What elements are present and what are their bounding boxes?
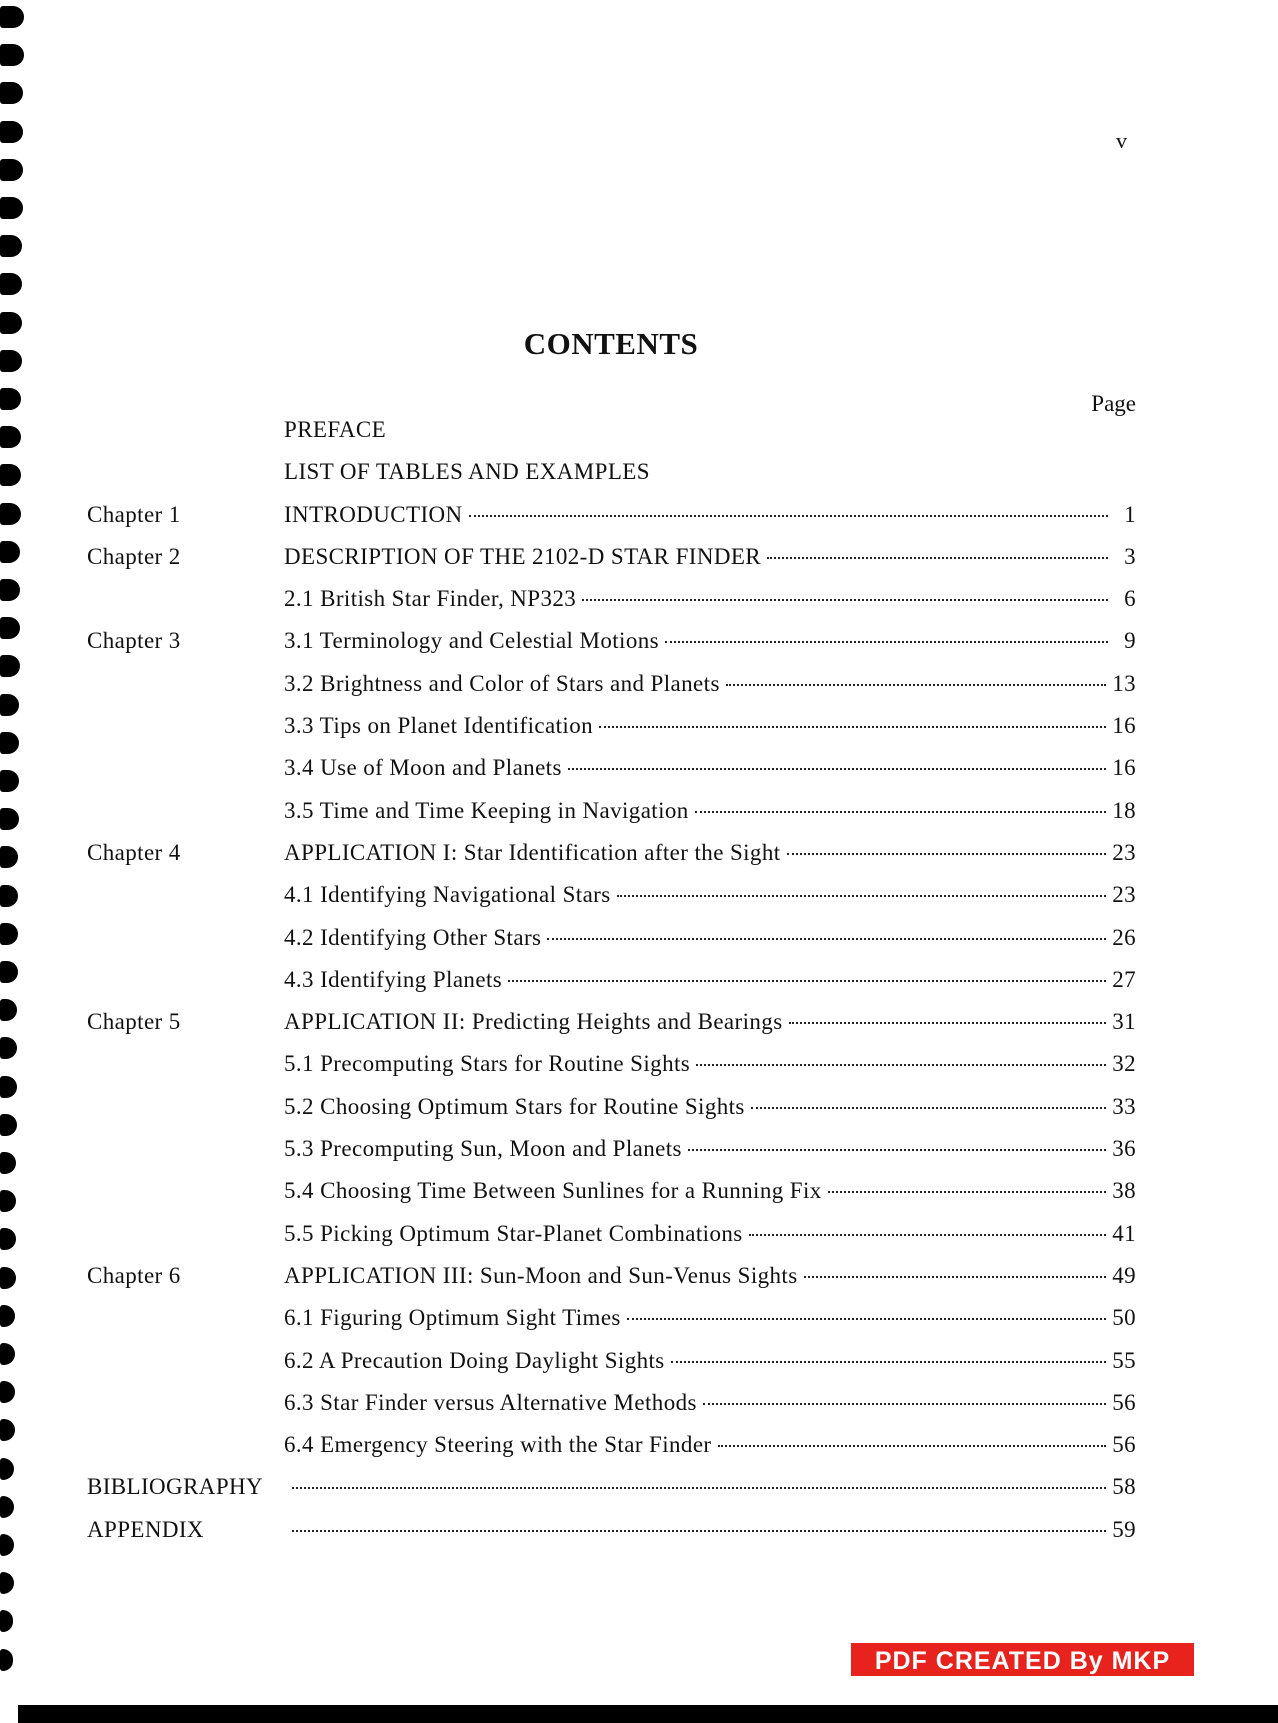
- toc-row: [0, 540, 1278, 582]
- toc-page: 3: [1124, 543, 1136, 569]
- toc-row: [0, 1217, 1278, 1259]
- toc-page: 23: [1112, 839, 1136, 865]
- toc-page: 26: [1112, 924, 1136, 950]
- toc-entry-text: PREFACE: [284, 417, 387, 442]
- toc-entry-text: 3.5 Time and Time Keeping in Navigation: [284, 797, 689, 823]
- binding-hole: [0, 235, 22, 257]
- toc-page: 58: [1112, 1474, 1136, 1500]
- dot-leader: [828, 1191, 1107, 1193]
- toc-row: [0, 1344, 1278, 1386]
- toc-entry-text: 3.2 Brightness and Color of Stars and Planets: [284, 670, 720, 696]
- page-number: v: [1116, 128, 1127, 153]
- toc-row: [0, 751, 1278, 793]
- dot-leader: [703, 1403, 1106, 1405]
- binding-hole: [0, 159, 23, 181]
- toc-page: 36: [1112, 1136, 1136, 1162]
- page-column-header: Page: [1091, 391, 1136, 416]
- toc-row: [0, 709, 1278, 751]
- toc-label: Chapter 3: [87, 628, 181, 654]
- dot-leader: [695, 811, 1106, 813]
- toc-row: [0, 667, 1278, 709]
- toc-row: [0, 624, 1278, 666]
- toc-entry-text: APPLICATION II: Predicting Heights and Bearings: [284, 1009, 783, 1035]
- toc-label: Chapter 5: [87, 1009, 181, 1035]
- table-of-contents: [0, 413, 1278, 1555]
- binding-hole: [0, 44, 24, 66]
- dot-leader: [508, 980, 1106, 982]
- dot-leader: [767, 557, 1108, 559]
- toc-row: [0, 1090, 1278, 1132]
- toc-page: 18: [1112, 797, 1136, 823]
- toc-entry-text: 2.1 British Star Finder, NP323: [284, 586, 577, 612]
- binding-hole: [0, 388, 21, 410]
- toc-entry-text: 5.3 Precomputing Sun, Moon and Planets: [284, 1136, 682, 1162]
- toc-entry-text: DESCRIPTION OF THE 2102-D STAR FINDER: [284, 543, 762, 569]
- toc-entry-text: 5.4 Choosing Time Between Sunlines for a Running Fix: [284, 1178, 822, 1204]
- bottom-scan-edge: [18, 1705, 1278, 1723]
- toc-page: 16: [1112, 755, 1136, 781]
- dot-leader: [789, 1022, 1107, 1024]
- toc-row: [0, 1005, 1278, 1047]
- dot-leader: [718, 1445, 1107, 1447]
- toc-row: [0, 1386, 1278, 1428]
- toc-entry-text: 6.3 Star Finder versus Alternative Methods: [284, 1389, 697, 1415]
- toc-label: Chapter 2: [87, 543, 181, 569]
- dot-leader: [671, 1361, 1107, 1363]
- toc-row: [0, 1174, 1278, 1216]
- dot-leader: [627, 1318, 1106, 1320]
- toc-page: 13: [1112, 670, 1136, 696]
- toc-entry-text: 6.2 A Precaution Doing Daylight Sights: [284, 1347, 665, 1373]
- toc-row: [0, 1259, 1278, 1301]
- toc-page: 9: [1124, 628, 1136, 654]
- toc-page: 33: [1112, 1093, 1136, 1119]
- toc-page: 56: [1112, 1389, 1136, 1415]
- toc-page: 23: [1112, 882, 1136, 908]
- toc-page: 56: [1112, 1432, 1136, 1458]
- dot-leader: [469, 515, 1108, 517]
- toc-page: 16: [1112, 713, 1136, 739]
- binding-hole: [0, 1572, 14, 1594]
- dot-leader: [696, 1064, 1106, 1066]
- toc-row: [0, 963, 1278, 1005]
- toc-entry-text: LIST OF TABLES AND EXAMPLES: [284, 459, 650, 485]
- dot-leader: [547, 938, 1106, 940]
- toc-entry-text: APPLICATION I: Star Identification after the Sight: [284, 839, 781, 865]
- dot-leader: [804, 1276, 1107, 1278]
- toc-entry-text: 3.4 Use of Moon and Planets: [284, 755, 562, 781]
- toc-page: 6: [1124, 586, 1136, 612]
- binding-hole: [0, 1649, 13, 1671]
- binding-hole: [0, 273, 22, 295]
- toc-page: 59: [1112, 1516, 1136, 1542]
- toc-page: 1: [1124, 501, 1136, 527]
- dot-leader: [599, 726, 1106, 728]
- toc-entry-text: INTRODUCTION: [284, 501, 463, 527]
- toc-entry-text: 5.5 Picking Optimum Star-Planet Combinations: [284, 1220, 743, 1246]
- toc-entry-text: 3.3 Tips on Planet Identification: [284, 713, 593, 739]
- toc-row: [0, 455, 1278, 497]
- toc-page: 41: [1112, 1220, 1136, 1246]
- toc-page: 27: [1112, 966, 1136, 992]
- dot-leader: [292, 1530, 1106, 1532]
- toc-label: Chapter 1: [87, 501, 181, 527]
- binding-hole: [0, 1610, 13, 1632]
- toc-label: Chapter 4: [87, 839, 181, 865]
- dot-leader: [582, 599, 1108, 601]
- toc-row: [0, 1470, 1278, 1512]
- toc-page: 32: [1112, 1051, 1136, 1077]
- toc-row: [0, 794, 1278, 836]
- binding-hole: [0, 82, 23, 104]
- toc-entry-text: APPLICATION III: Sun-Moon and Sun-Venus Sights: [284, 1262, 798, 1288]
- toc-row: [0, 836, 1278, 878]
- binding-hole: [0, 121, 23, 143]
- dot-leader: [726, 684, 1106, 686]
- toc-entry-text: 6.4 Emergency Steering with the Star Finder: [284, 1432, 712, 1458]
- toc-page: 38: [1112, 1178, 1136, 1204]
- toc-row: [0, 498, 1278, 540]
- toc-entry-text: 5.2 Choosing Optimum Stars for Routine Sights: [284, 1093, 745, 1119]
- toc-page: 50: [1112, 1305, 1136, 1331]
- toc-entry-text: 4.1 Identifying Navigational Stars: [284, 882, 611, 908]
- dot-leader: [292, 1487, 1106, 1489]
- toc-row: [0, 1047, 1278, 1089]
- toc-page: 55: [1112, 1347, 1136, 1373]
- toc-row: [0, 1132, 1278, 1174]
- toc-row: [0, 413, 1278, 455]
- toc-entry-text: 4.3 Identifying Planets: [284, 966, 503, 992]
- dot-leader: [617, 895, 1107, 897]
- toc-row: [0, 878, 1278, 920]
- toc-row: [0, 582, 1278, 624]
- toc-row: [0, 1301, 1278, 1343]
- toc-row: [0, 1428, 1278, 1470]
- toc-entry-text: 6.1 Figuring Optimum Sight Times: [284, 1305, 621, 1331]
- toc-entry-text: 5.1 Precomputing Stars for Routine Sights: [284, 1051, 691, 1077]
- dot-leader: [665, 641, 1108, 643]
- binding-hole: [0, 197, 23, 219]
- toc-entry-text: 3.1 Terminology and Celestial Motions: [284, 628, 659, 654]
- toc-row: [0, 921, 1278, 963]
- dot-leader: [787, 853, 1107, 855]
- toc-label: Chapter 6: [87, 1262, 181, 1288]
- toc-row: [0, 1513, 1278, 1555]
- page-title: CONTENTS: [523, 326, 699, 361]
- toc-page: 49: [1112, 1262, 1136, 1288]
- toc-label: APPENDIX: [87, 1516, 204, 1542]
- dot-leader: [568, 768, 1106, 770]
- dot-leader: [749, 1234, 1107, 1236]
- dot-leader: [751, 1107, 1106, 1109]
- toc-page: 31: [1112, 1009, 1136, 1035]
- dot-leader: [688, 1149, 1106, 1151]
- toc-entry-text: 4.2 Identifying Other Stars: [284, 924, 542, 950]
- pdf-watermark-badge: PDF CREATED By MKP: [851, 1643, 1194, 1676]
- toc-label: BIBLIOGRAPHY: [87, 1474, 264, 1500]
- binding-hole: [0, 6, 24, 28]
